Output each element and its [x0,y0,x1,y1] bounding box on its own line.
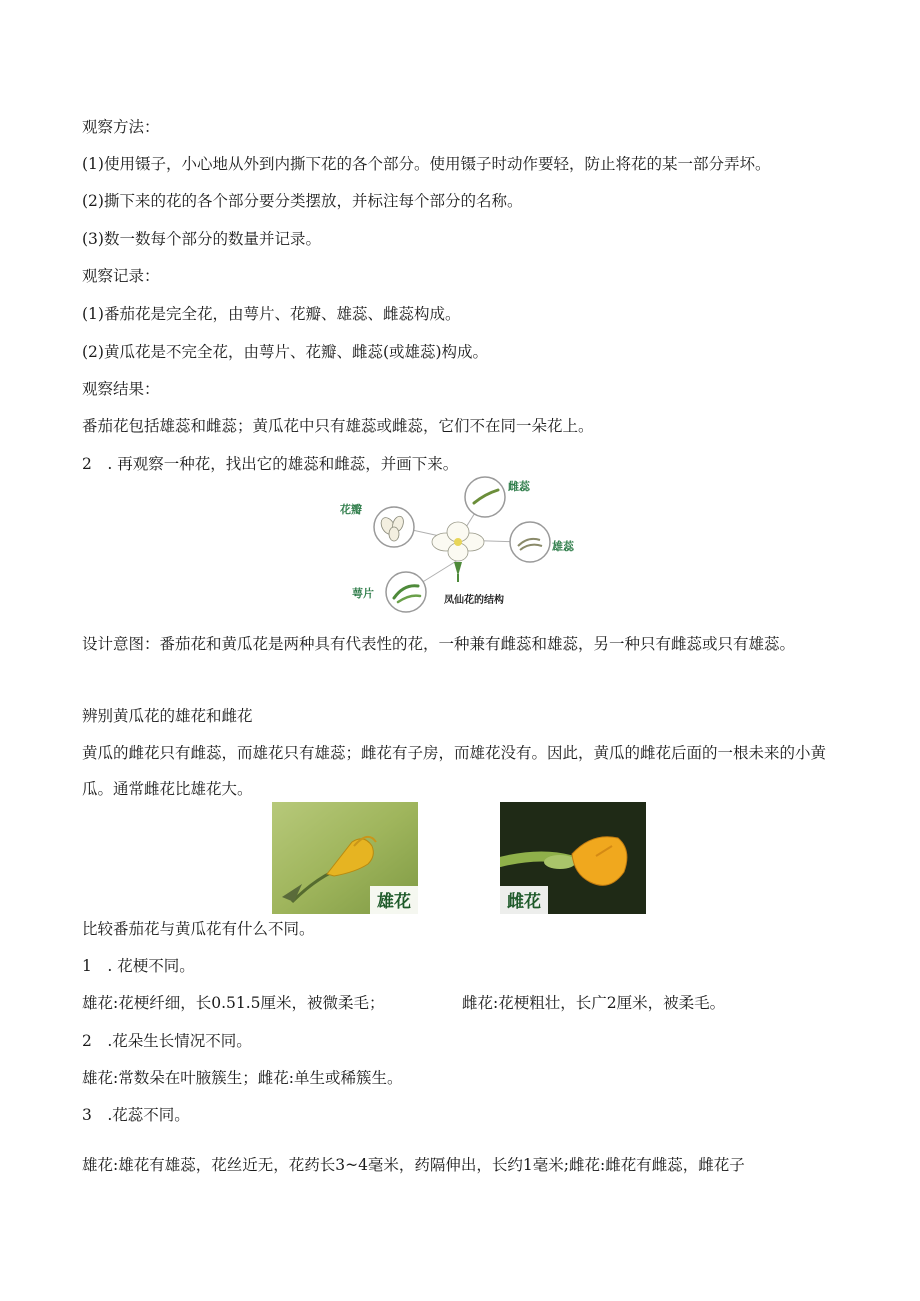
female-flower-photo [500,802,646,914]
cucumber-description: 黄瓜的雌花只有雌蕊，而雄花只有雄蕊；雌花有子房，而雄花没有。因此，黄瓜的雌花后面的一根未来的小黄瓜。通常雌花比雄花大。 [82,744,827,798]
flower-diagram-svg [318,470,590,618]
female-flower-label: 雌花 [500,886,548,914]
label-pistil: 雌蕊 [508,480,530,493]
label-sepal: 萼片 [352,587,374,600]
diagram-caption: 凤仙花的结构 [444,595,504,606]
design-intent: 设计意图：番茄花和黄瓜花是两种具有代表性的花，一种兼有雌蕊和雄蕊，另一种只有雌蕊或只有雄蕊。 [82,635,796,653]
male-flower-label: 雄花 [370,886,418,914]
difference-1-female: 雌花:花梗粗壮，长广2厘米，被柔毛。 [462,994,726,1012]
difference-2-text: 雄花:常数朵在叶腋簇生；雌花:单生或稀簇生。 [82,1069,403,1087]
result-text: 番茄花包括雄蕊和雌蕊；黄瓜花中只有雄蕊或雌蕊，它们不在同一朵花上。 [82,417,594,435]
label-petal: 花瓣 [340,503,362,516]
stamen-circle [510,522,550,562]
heading-observation-record: 观察记录： [82,267,160,285]
label-stamen: 雄蕊 [552,540,574,553]
central-flower-icon [432,522,484,582]
method-step-2: (2)撕下来的花的各个部分要分类摆放，并标注每个部分的名称。 [82,192,523,210]
heading-observation-result: 观察结果： [82,380,160,398]
record-item-2: (2)黄瓜花是不完全花，由萼片、花瓣、雌蕊(或雄蕊)构成。 [82,343,489,361]
difference-3-text: 雄花:雄花有雄蕊，花丝近无，花药长3~4毫米，药隔伸出，长约1毫米;雌花:雌花有雌蕊，雌花子 [82,1156,745,1174]
male-flower-photo [272,802,418,914]
sepal-circle [386,572,426,612]
compare-question: 比较番茄花与黄瓜花有什么不同。 [82,920,315,938]
task-2: 2 . 再观察一种花，找出它的雄蕊和雌蕊，并画下来。 [82,455,459,473]
heading-identify-cucumber: 辨别黄瓜花的雄花和雌花 [82,707,253,725]
heading-observation-method: 观察方法： [82,118,160,136]
difference-2-heading: 2 .花朵生长情况不同。 [82,1032,252,1050]
difference-3-heading: 3 .花蕊不同。 [82,1106,190,1124]
method-step-1: (1)使用镊子，小心地从外到内撕下花的各个部分。使用镊子时动作要轻，防止将花的某一部分弄坏。 [82,155,771,173]
difference-1-male: 雄花:花梗纤细，长0.51.5厘米，被微柔毛； [82,994,385,1012]
record-item-1: (1)番茄花是完全花，由萼片、花瓣、雄蕊、雌蕊构成。 [82,305,461,323]
method-step-3: (3)数一数每个部分的数量并记录。 [82,230,321,248]
impatiens-flower-diagram [318,470,590,618]
difference-1-heading: 1 . 花梗不同。 [82,957,195,975]
